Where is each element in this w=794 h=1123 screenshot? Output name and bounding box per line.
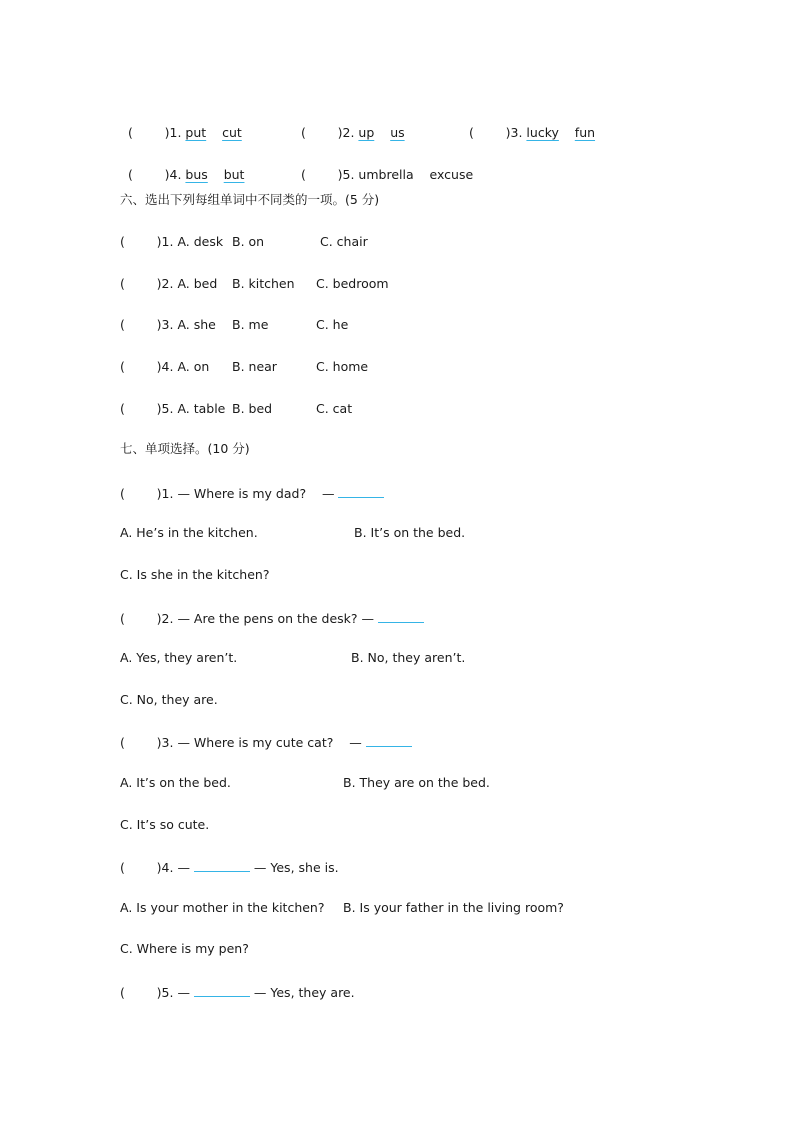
- pron-item-1: ( )1. put cut: [127, 125, 242, 140]
- s7-q1-a: A. He’s in the kitchen.: [120, 525, 258, 540]
- s6-item-4-c: C. home: [316, 359, 369, 374]
- s7-q2: ( )2. — Are the pens on the desk? —: [120, 609, 424, 627]
- answer-blank[interactable]: [338, 484, 384, 498]
- s7-q4-b: B. Is your father in the living room?: [343, 900, 564, 915]
- s6-item-1-b: B. on: [232, 234, 265, 249]
- s6-item-2: ( )2. A. bed: [120, 276, 218, 291]
- pron-item-3: ( )3. lucky fun: [468, 125, 596, 140]
- s7-q2-b: B. No, they aren’t.: [351, 650, 466, 665]
- word: lucky: [526, 125, 559, 140]
- pron-item-2: ( )2. up us: [300, 125, 405, 140]
- answer-paren[interactable]: ( ): [468, 125, 511, 140]
- word: but: [223, 167, 245, 182]
- answer-blank[interactable]: [378, 609, 424, 623]
- answer-paren[interactable]: ( ): [127, 167, 170, 182]
- s7-q3-c: C. It’s so cute.: [120, 817, 210, 832]
- section-7-title: 七、单项选择。(10 分): [120, 441, 250, 456]
- answer-paren[interactable]: ( ): [127, 125, 170, 140]
- s7-q1-c: C. Is she in the kitchen?: [120, 567, 270, 582]
- s6-item-4: ( )4. A. on: [120, 359, 210, 374]
- s7-q1: ( )1. — Where is my dad? —: [120, 484, 384, 502]
- s6-item-4-b: B. near: [232, 359, 277, 374]
- s6-item-3-c: C. he: [316, 317, 349, 332]
- answer-blank[interactable]: [194, 983, 250, 997]
- word: cut: [222, 125, 242, 140]
- s6-item-2-c: C. bedroom: [316, 276, 389, 291]
- s6-item-5: ( )5. A. table: [120, 401, 226, 416]
- word: up: [358, 125, 375, 140]
- s6-item-1: ( )1. A. desk: [120, 234, 224, 249]
- s6-item-2-b: B. kitchen: [232, 276, 295, 291]
- s6-item-1-c: C. chair: [320, 234, 368, 249]
- s7-q3-a: A. It’s on the bed.: [120, 775, 231, 790]
- s7-q2-c: C. No, they are.: [120, 692, 218, 707]
- answer-blank[interactable]: [194, 858, 250, 872]
- s6-item-5-b: B. bed: [232, 401, 273, 416]
- s7-q4: ( )4. — — Yes, she is.: [120, 860, 339, 875]
- word: umbrella: [358, 167, 414, 182]
- s7-q5: ( )5. — — Yes, they are.: [120, 985, 355, 1000]
- s6-item-3-b: B. me: [232, 317, 269, 332]
- s6-item-3: ( )3. A. she: [120, 317, 216, 332]
- answer-blank[interactable]: [366, 733, 412, 747]
- pron-item-4: ( )4. bus but: [127, 167, 245, 182]
- word: us: [390, 125, 405, 140]
- word: put: [185, 125, 207, 140]
- answer-paren[interactable]: ( ): [300, 167, 343, 182]
- section-6-title: 六、选出下列每组单词中不同类的一项。(5 分): [120, 192, 380, 207]
- pron-item-5: ( )5. umbrella excuse: [300, 167, 474, 182]
- answer-paren[interactable]: ( ): [300, 125, 343, 140]
- word: bus: [185, 167, 208, 182]
- s7-q3-b: B. They are on the bed.: [343, 775, 490, 790]
- word: excuse: [429, 167, 474, 182]
- word: fun: [574, 125, 596, 140]
- s6-item-5-c: C. cat: [316, 401, 353, 416]
- s7-q4-c: C. Where is my pen?: [120, 941, 249, 956]
- s7-q4-a: A. Is your mother in the kitchen?: [120, 900, 325, 915]
- s7-q2-a: A. Yes, they aren’t.: [120, 650, 238, 665]
- s7-q3: ( )3. — Where is my cute cat? —: [120, 733, 412, 751]
- s7-q1-b: B. It’s on the bed.: [354, 525, 466, 540]
